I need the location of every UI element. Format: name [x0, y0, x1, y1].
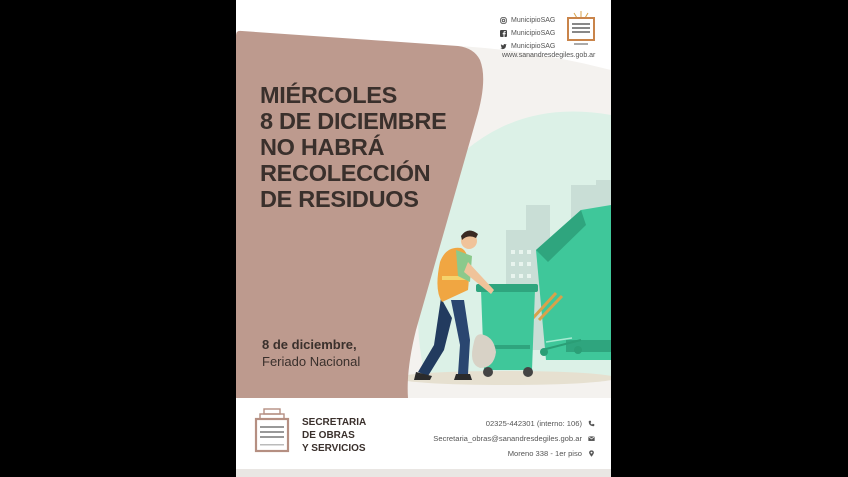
- headline: [260, 82, 446, 212]
- instagram-link[interactable]: [500, 14, 555, 27]
- contact-info: [433, 416, 595, 461]
- facebook-handle: MunicipioSAG: [511, 30, 556, 37]
- instagram-icon: [500, 17, 507, 24]
- poster: [236, 0, 611, 477]
- headline-line: DE RESIDUOS: [260, 186, 419, 212]
- phone-icon: [588, 420, 595, 427]
- headline-line: MIÉRCOLES: [260, 82, 398, 108]
- holiday-date: 8 de diciembre,: [262, 337, 357, 352]
- phone-number: 02325-442301 (interno: 106): [485, 419, 582, 428]
- mail-icon: [588, 435, 595, 442]
- secretaria-line: Y SERVICIOS: [302, 443, 366, 454]
- footer: [236, 398, 611, 469]
- instagram-handle: MunicipioSAG: [511, 17, 556, 24]
- headline-line: RECOLECCIÓN: [260, 160, 431, 186]
- headline-line: NO HABRÁ: [260, 134, 385, 160]
- twitter-handle: MunicipioSAG: [511, 43, 556, 50]
- facebook-link[interactable]: [500, 27, 555, 40]
- secretaria-line: SECRETARIA: [302, 417, 367, 428]
- secretaria-logo: [254, 408, 290, 454]
- website-link[interactable]: www.sanandresdegiles.gob.ar: [502, 52, 596, 59]
- secretaria-line: DE OBRAS: [302, 430, 355, 441]
- secretaria-title: [302, 416, 366, 455]
- holiday-label: Feriado Nacional: [262, 354, 361, 369]
- holiday-note: [262, 336, 360, 370]
- email-address: Secretaria_obras@sanandresdegiles.gob.ar: [433, 434, 582, 443]
- location-icon: [588, 450, 595, 457]
- social-links: [500, 14, 555, 53]
- municipality-logo: [566, 10, 596, 48]
- headline-line: 8 DE DICIEMBRE: [260, 108, 447, 134]
- twitter-icon: [500, 43, 507, 50]
- email-row[interactable]: [433, 431, 595, 446]
- facebook-icon: [500, 30, 507, 37]
- address: Moreno 338 - 1er piso: [507, 449, 582, 458]
- address-row[interactable]: [433, 446, 595, 461]
- phone-row[interactable]: [433, 416, 595, 431]
- footer-strip: [236, 469, 611, 477]
